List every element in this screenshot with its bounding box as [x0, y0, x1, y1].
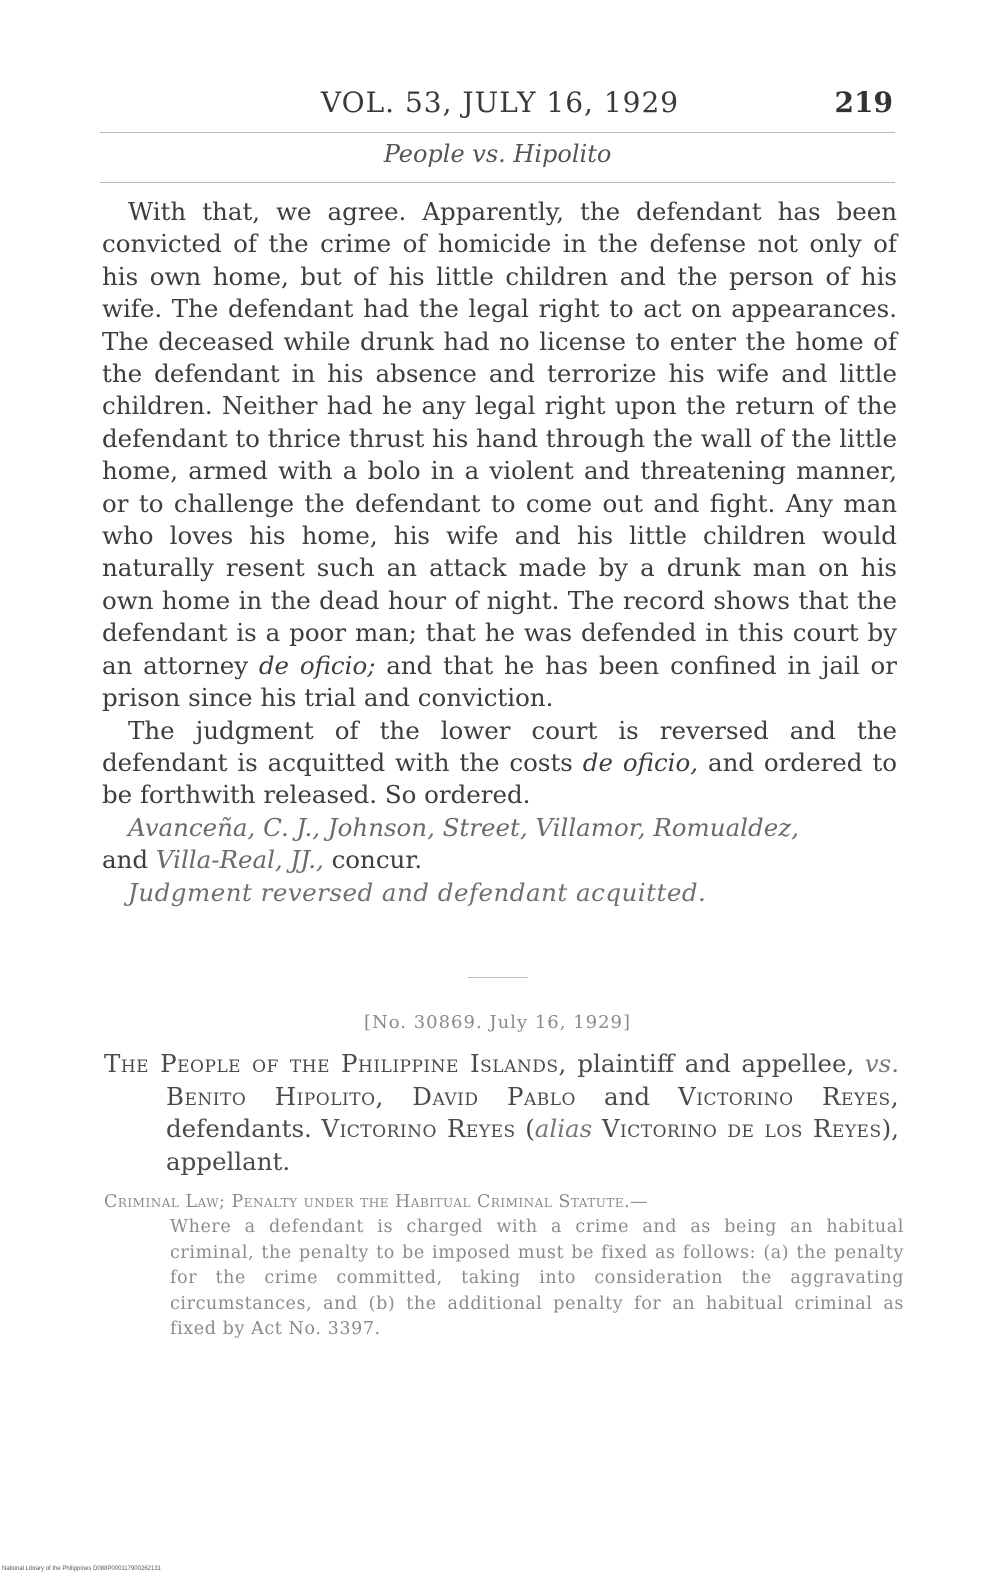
section-divider — [468, 977, 528, 978]
alias-term: alias — [534, 1114, 593, 1143]
text-run: and that he has been confined in jail or prison since his trial and conviction. — [102, 650, 897, 713]
justices-names: Villa-Real, JJ., — [155, 845, 324, 875]
italic-term: de oficio; — [258, 650, 376, 680]
judgment-line: Judgment reversed and defendant acquitted. — [128, 877, 707, 907]
syllabus — [104, 1190, 904, 1342]
party-name: Victorino Reyes — [321, 1114, 516, 1143]
opinion-text — [102, 196, 897, 909]
text-run: ), appellant. — [166, 1114, 899, 1176]
footer-watermark: National Library of the Philippines D088P000117900262131 — [2, 1566, 162, 1572]
party-name: Victorino Reyes, — [678, 1081, 899, 1111]
text-run: With that, we agree. Apparently, the defendant has been convicted of the crime of homicide in the defense not only of his own home, but of his little children and the person of his wife. The defendant had the legal right to act on appearances. The deceased while drunk had no license to enter the home of the defendant in his absence and terrorize his wife and little children. Neither had he any legal right upon the return of the defendant to thrice thrust his hand through the wall of the little home, armed with a bolo in a violent and threatening manner, or to challenge the defendant to come out and fight. Any man who loves his home, his wife and his little children would naturally resent such an attack made by a drunk man on his own home in the dead hour of night. The record shows that the defendant is a poor man; that he was defended in this court by an attorney — [102, 197, 898, 680]
text-run: ( — [515, 1114, 535, 1143]
text-run: defendants. — [166, 1114, 322, 1143]
concurring-justices — [102, 812, 897, 877]
case-title-paragraph — [104, 1048, 899, 1178]
opinion-paragraph — [102, 715, 897, 812]
text-run: concur. — [323, 845, 423, 875]
text-run: and — [575, 1081, 679, 1111]
text-run: The judgment of the lower court is reversed and the defendant is acquitted with the costs — [102, 715, 897, 777]
page-number: 219 — [834, 86, 893, 119]
text-run: plaintiff and appellee, — [566, 1049, 865, 1078]
italic-term: de oficio, — [582, 747, 699, 777]
syllabus-heading: Criminal Law; Penalty under the Habitual Criminal Statute.— — [104, 1192, 649, 1212]
page-header — [100, 80, 895, 130]
case-caption: People vs. Hipolito — [383, 140, 612, 168]
versus: vs. — [864, 1049, 899, 1078]
text-run — [592, 1114, 602, 1143]
running-head: VOL. 53, JULY 16, 1929 — [320, 86, 680, 119]
justices-names: Avanceña, C. J., Johnson, Street, Villamor, Romualdez, — [128, 812, 799, 842]
case-title — [104, 1048, 899, 1178]
syllabus-paragraph — [104, 1190, 904, 1342]
syllabus-text: Where a defendant is charged with a crime and as being an habitual criminal, the penalty to be imposed must be fixed as follows: (a) the penalty for the crime committed, taking into consideration the aggravating circumstances, and (b) the additional penalty for an habitual criminal as fixed by Act No. 3397. — [170, 1217, 904, 1340]
header-rule-bottom — [100, 182, 895, 183]
party-name: Benito Hipolito, David Pablo — [166, 1081, 576, 1111]
docket-line: [No. 30869. July 16, 1929] — [363, 1012, 632, 1033]
header-rule-top — [100, 132, 895, 133]
text-run: and — [102, 845, 156, 875]
party-name: The People of the Philippine Islands, — [104, 1049, 567, 1078]
text-run: and ordered to be forthwith released. So ordered. — [102, 747, 897, 810]
party-name: Victorino de los Reyes — [601, 1114, 882, 1143]
opinion-paragraph — [102, 196, 897, 715]
